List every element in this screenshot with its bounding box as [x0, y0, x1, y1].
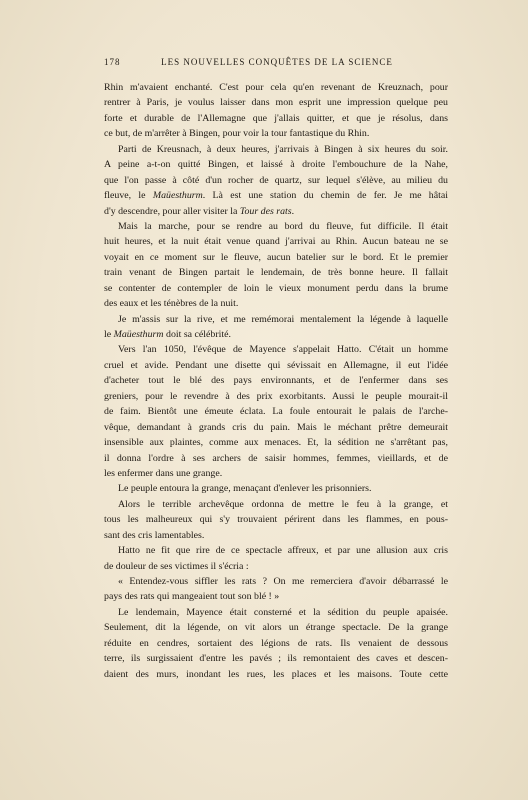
text-segment: de faim. Bientôt une émeute éclata. La foule entourait le palais de l'arche- — [104, 406, 448, 418]
text-segment: A peine a-t-on quitté Bingen, et laissé à droite l'embouchure de la Nahe, — [104, 159, 448, 171]
text-line — [104, 636, 448, 651]
text-line — [104, 358, 448, 373]
text-line — [104, 373, 448, 388]
text-line — [104, 204, 448, 219]
text-segment: d'y descendre, pour aller visiter la — [104, 205, 240, 217]
text-segment: de douleur de ses victimes il s'écria : — [104, 560, 249, 572]
text-line — [104, 559, 448, 574]
text-line — [104, 528, 448, 543]
running-title: LES NOUVELLES CONQUÊTES DE LA SCIENCE — [161, 57, 393, 67]
text-line — [104, 620, 448, 635]
text-line — [104, 265, 448, 280]
text-line — [104, 466, 448, 481]
text-segment: tous les malheureux qui s'y trouvaient périrent dans les flammes, en pous- — [104, 514, 448, 526]
text-segment: Alors le terrible archevêque ordonna de mettre le feu à la grange, et — [118, 498, 448, 510]
text-line — [104, 157, 448, 172]
text-segment: vêque, demandant à grands cris du pain. Mais le méchant prêtre demeurait — [104, 421, 448, 433]
text-line — [104, 80, 448, 95]
body-text — [104, 80, 448, 682]
italic-segment: Tour des rats — [239, 205, 292, 217]
text-segment: Je m'assis sur la rive, et me remémorai mentalement la légende à laquelle — [118, 313, 448, 325]
text-line — [104, 188, 448, 203]
text-line — [104, 389, 448, 404]
text-segment: huit heures, et la nuit était venue quand j'arrivai au Rhin. Aucun bateau ne se — [104, 236, 448, 248]
text-segment: Le lendemain, Mayence était consterné et la sédition du peuple apaisée. — [118, 606, 448, 618]
text-line — [104, 543, 448, 558]
text-segment: ce but, de m'arrêter à Bingen, pour voir la tour fantastique du Rhin. — [104, 128, 370, 140]
text-segment: greniers, pour le revendre à des prix exorbitants. Aussi le peuple mourait-il — [104, 390, 448, 402]
text-segment: forte et durable de l'Allemagne que j'allais quitter, et que je résolus, dans — [104, 112, 448, 124]
text-segment: terre, ils surgissaient d'entre les pavés ; ils remontaient des caves et descen- — [104, 653, 448, 665]
text-line — [104, 451, 448, 466]
text-segment: . — [291, 205, 295, 217]
text-segment: Hatto ne fit que rire de ce spectacle affreux, et par une allusion aux cris — [118, 545, 448, 557]
text-segment: les enfermer dans une grange. — [104, 467, 223, 479]
text-segment: voyait en ce moment sur le fleuve, aucun batelier sur le bord. Et le premier — [104, 251, 448, 263]
text-line — [104, 281, 448, 296]
text-line — [104, 420, 448, 435]
text-line — [104, 512, 448, 527]
text-segment: Seulement, dit la légende, on vit alors un étrange spectacle. De la grange — [104, 622, 448, 634]
text-segment: sant des cris lamentables. — [104, 529, 205, 541]
page-header — [104, 57, 450, 71]
text-segment: fleuve, le — [104, 190, 153, 202]
text-line — [104, 435, 448, 450]
text-segment: Rhin m'avaient enchanté. C'est pour cela qu'en revenant de Kreuznach, pour — [104, 82, 448, 93]
text-line — [104, 605, 448, 620]
italic-segment: Maüesthurm — [113, 329, 164, 340]
text-line — [104, 173, 448, 188]
text-segment: doit sa célébrité. — [163, 329, 231, 340]
text-segment: il donna l'ordre à ses archers de saisir hommes, femmes, vieillards, et de — [104, 452, 448, 464]
text-line — [104, 126, 448, 141]
text-segment: des eaux et les ténèbres de la nuit. — [104, 298, 239, 310]
text-line — [104, 142, 448, 157]
text-segment: Parti de Kreusnach, à deux heures, j'arrivais à Bingen à six heures du soir. — [118, 143, 448, 155]
text-segment: se contenter de contempler de loin le vieux monument perdu dans la brume — [104, 282, 448, 294]
text-line — [104, 667, 448, 682]
text-segment: « Entendez-vous siffler les rats ? On me remerciera d'avoir débarrassé le — [118, 576, 448, 587]
text-line — [104, 327, 448, 342]
text-line — [104, 574, 448, 589]
text-segment: insensible aux plaintes, comme aux menaces. Et, la sédition ne s'arrêtant pas, — [104, 437, 448, 449]
text-segment: pays des rats qui mangeaient tout son blé ! » — [104, 591, 280, 603]
text-segment: daient des murs, inondant les rues, les places et les maisons. Toute cette — [104, 668, 448, 680]
text-line — [104, 342, 448, 357]
text-line — [104, 404, 448, 419]
text-line — [104, 651, 448, 666]
text-segment: Mais la marche, pour se rendre au bord du fleuve, fut difficile. Il était — [118, 220, 448, 232]
text-segment: réduite en cendres, sortaient des légions de rats. Ils venaient de dessous — [104, 637, 448, 649]
text-segment: le — [104, 329, 114, 340]
italic-segment: Maüesthurm — [152, 190, 203, 202]
text-line — [104, 250, 448, 265]
text-segment: rentrer à Paris, je voulus laisser dans mon esprit une impression quelque peu — [104, 97, 448, 109]
text-line — [104, 111, 448, 126]
text-line — [104, 312, 448, 327]
text-segment: Le peuple entoura la grange, menaçant d'enlever les prisonniers. — [118, 483, 372, 495]
text-line — [104, 219, 448, 234]
text-line — [104, 589, 448, 604]
text-line — [104, 481, 448, 496]
text-segment: que l'on passe à côté d'un rocher de quartz, sur lequel s'élève, au milieu du — [104, 174, 448, 186]
text-segment: cruel et avide. Pendant une disette qui sévissait en Allemagne, il eut l'idée — [104, 359, 448, 371]
text-line — [104, 95, 448, 110]
text-segment: Vers l'an 1050, l'évêque de Mayence s'appelait Hatto. C'était un homme — [118, 344, 448, 356]
text-segment: . Là est une station du chemin de fer. Je me hâtai — [202, 190, 448, 202]
text-line — [104, 296, 448, 311]
text-segment: train venant de Bingen partait le lendemain, de très bonne heure. Il fallait — [104, 267, 448, 279]
text-line — [104, 497, 448, 512]
page-number: 178 — [104, 57, 121, 67]
text-line — [104, 234, 448, 249]
text-segment: d'acheter tout le blé des pays environnants, et de l'enfermer dans ses — [104, 375, 448, 387]
